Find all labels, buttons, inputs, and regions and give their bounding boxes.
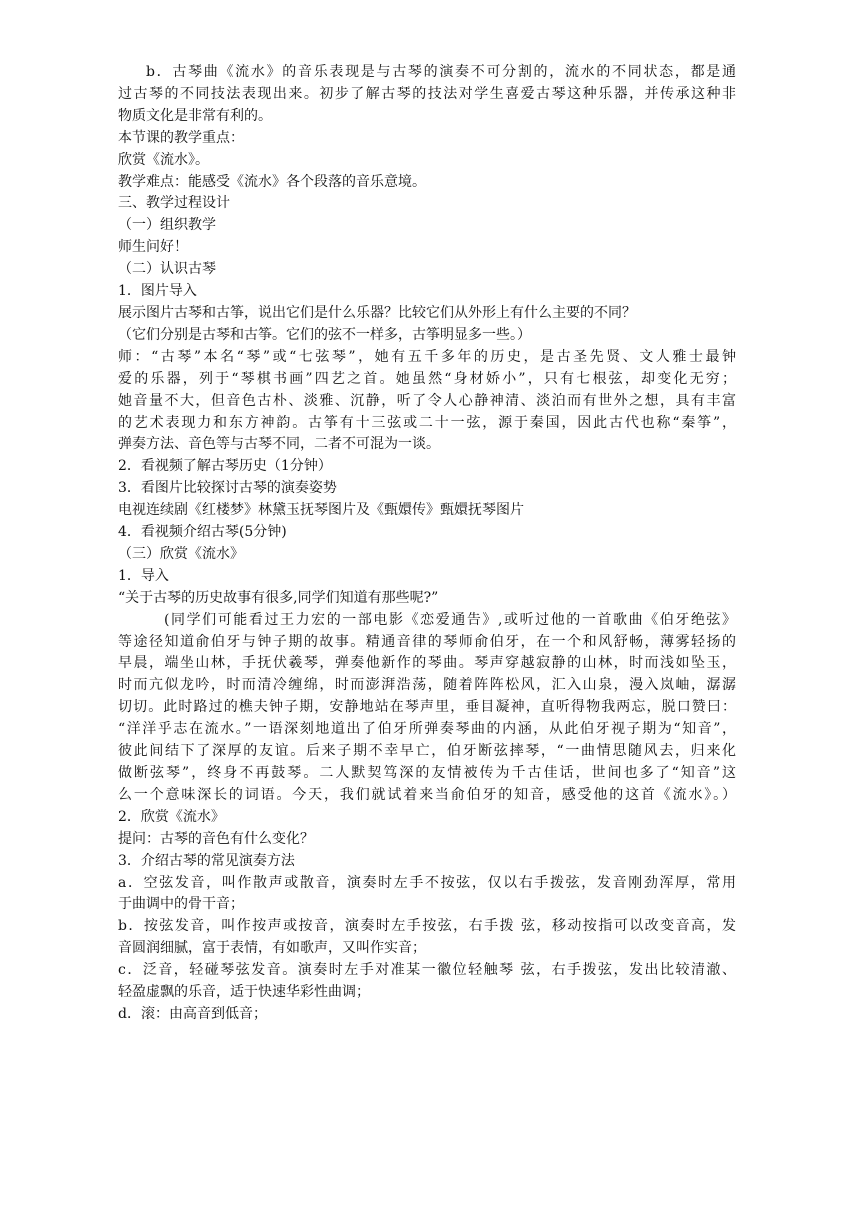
text-line: c．泛音，轻碰琴弦发音。演奏时左手对准某一徽位轻触琴 弦，右手拨弦，发出比较清澈、 — [118, 962, 736, 979]
text-line: （二）认识古琴 — [118, 261, 216, 278]
text-line: 欣赏《流水》。 — [118, 151, 209, 168]
text-line: 的艺术表现力和东方神韵。古筝有十三弦或二十一弦，源于秦国，因此古代也称“秦筝”， — [118, 414, 736, 431]
text-line: 早晨，端坐山林，手抚伏羲琴，弹奏他新作的琴曲。琴声穿越寂静的山林，时而浅如坠玉， — [118, 655, 736, 672]
text-line: 本节课的教学重点： — [118, 129, 244, 146]
text-line: 4．看视频介绍古琴(5分钟) — [118, 524, 287, 541]
text-line: 过古琴的不同技法表现出来。初步了解古琴的技法对学生喜爱古琴这种乐器，并传承这种非 — [118, 85, 736, 102]
text-line: “关于古琴的历史故事有很多,同学们知道有那些呢?” — [118, 589, 439, 606]
text-line: 音圆润细腻，富于表情，有如歌声，又叫作实音； — [118, 940, 426, 957]
text-line: 2．欣赏《流水》 — [118, 808, 225, 825]
text-line: d．滚：由高音到低音； — [118, 1005, 267, 1022]
text-line: （一）组织教学 — [118, 217, 216, 234]
text-line: 爱的乐器，列于“琴棋书画”四艺之首。她虽然“身材娇小”，只有七根弦，却变化无穷； — [118, 370, 736, 387]
text-line: 1．导入 — [118, 567, 169, 584]
text-line: 切切。此时路过的樵夫钟子期，安静地站在琴声里，垂目凝神，直听得物我两忘，脱口赞曰： — [118, 699, 736, 716]
text-line: 她音量不大，但音色古朴、淡雅、沉静，听了令人心静神清、淡泊而有世外之想，具有丰富 — [118, 392, 736, 409]
text-line: （它们分别是古琴和古筝。它们的弦不一样多，古筝明显多一些。） — [118, 326, 531, 343]
text-line: （三）欣赏《流水》 — [118, 545, 244, 562]
text-line: a．空弦发音，叫作散声或散音，演奏时左手不按弦，仅以右手拨弦，发音刚劲浑厚，常用 — [118, 874, 736, 891]
text-line: 展示图片古琴和古筝，说出它们是什么乐器？比较它们从外形上有什么主要的不同？ — [118, 304, 636, 321]
text-line: 做断弦琴”，终身不再鼓琴。二人默契笃深的友情被传为千古佳话，世间也多了“知音”这 — [118, 765, 736, 781]
text-line: 提问：古琴的音色有什么变化？ — [118, 830, 314, 847]
text-line: 3．看图片比较探讨古琴的演奏姿势 — [118, 480, 337, 497]
text-line: 2．看视频了解古琴历史（1分钟） — [118, 458, 332, 475]
text-line: b．按弦发音，叫作按声或按音，演奏时左手按弦，右手拨 弦，移动按指可以改变音高，发 — [118, 918, 736, 935]
document-page — [118, 62, 736, 1026]
text-line: 时而亢似龙吟，时而清冷缠绵，时而澎湃浩荡，随着阵阵松风，汇入山泉，漫入岚岫，潺潺 — [118, 677, 736, 694]
text-line: (同学们可能看过王力宏的一部电影《恋爱通告》,或听过他的一首歌曲《伯牙绝弦》 — [164, 611, 736, 628]
text-line: 三、教学过程设计 — [118, 195, 230, 212]
text-line: “洋洋乎志在流水。”一语深刻地道出了伯牙所弹奏琴曲的内涵，从此伯牙视子期为“知音”， — [118, 721, 736, 738]
text-line: 彼此间结下了深厚的友谊。后来子期不幸早亡，伯牙断弦摔琴，“一曲情思随风去，归来化 — [118, 743, 736, 760]
text-line: 么一个意味深长的词语。今天，我们就试着来当俞伯牙的知音，感受他的这首《流水》。） — [118, 786, 736, 803]
text-line: 于曲调中的骨干音； — [118, 896, 244, 913]
text-line: 1．图片导入 — [118, 283, 197, 300]
text-line: 教学难点：能感受《流水》各个段落的音乐意境。 — [118, 173, 426, 190]
text-line: 轻盈虚飘的乐音，适于快速华彩性曲调； — [118, 984, 370, 1001]
text-line: 师生问好！ — [118, 239, 188, 256]
text-line: 3．介绍古琴的常见演奏方法 — [118, 852, 295, 869]
text-line: 师：“古琴”本名“琴”或“七弦琴”，她有五千多年的历史，是古圣先贤、文人雅士最钟 — [118, 348, 736, 365]
text-line: 等途径知道俞伯牙与钟子期的故事。精通音律的琴师俞伯牙，在一个和风舒畅，薄雾轻扬的 — [118, 633, 736, 650]
text-line: 电视连续剧《红楼梦》林黛玉抚琴图片及《甄嬛传》甄嬛抚琴图片 — [118, 502, 524, 519]
text-line: 物质文化是非常有利的。 — [118, 107, 272, 124]
text-line: b．古琴曲《流水》的音乐表现是与古琴的演奏不可分割的，流水的不同状态，都是通 — [146, 64, 736, 80]
text-line: 弹奏方法、音色等与古琴不同，二者不可混为一谈。 — [118, 436, 440, 453]
